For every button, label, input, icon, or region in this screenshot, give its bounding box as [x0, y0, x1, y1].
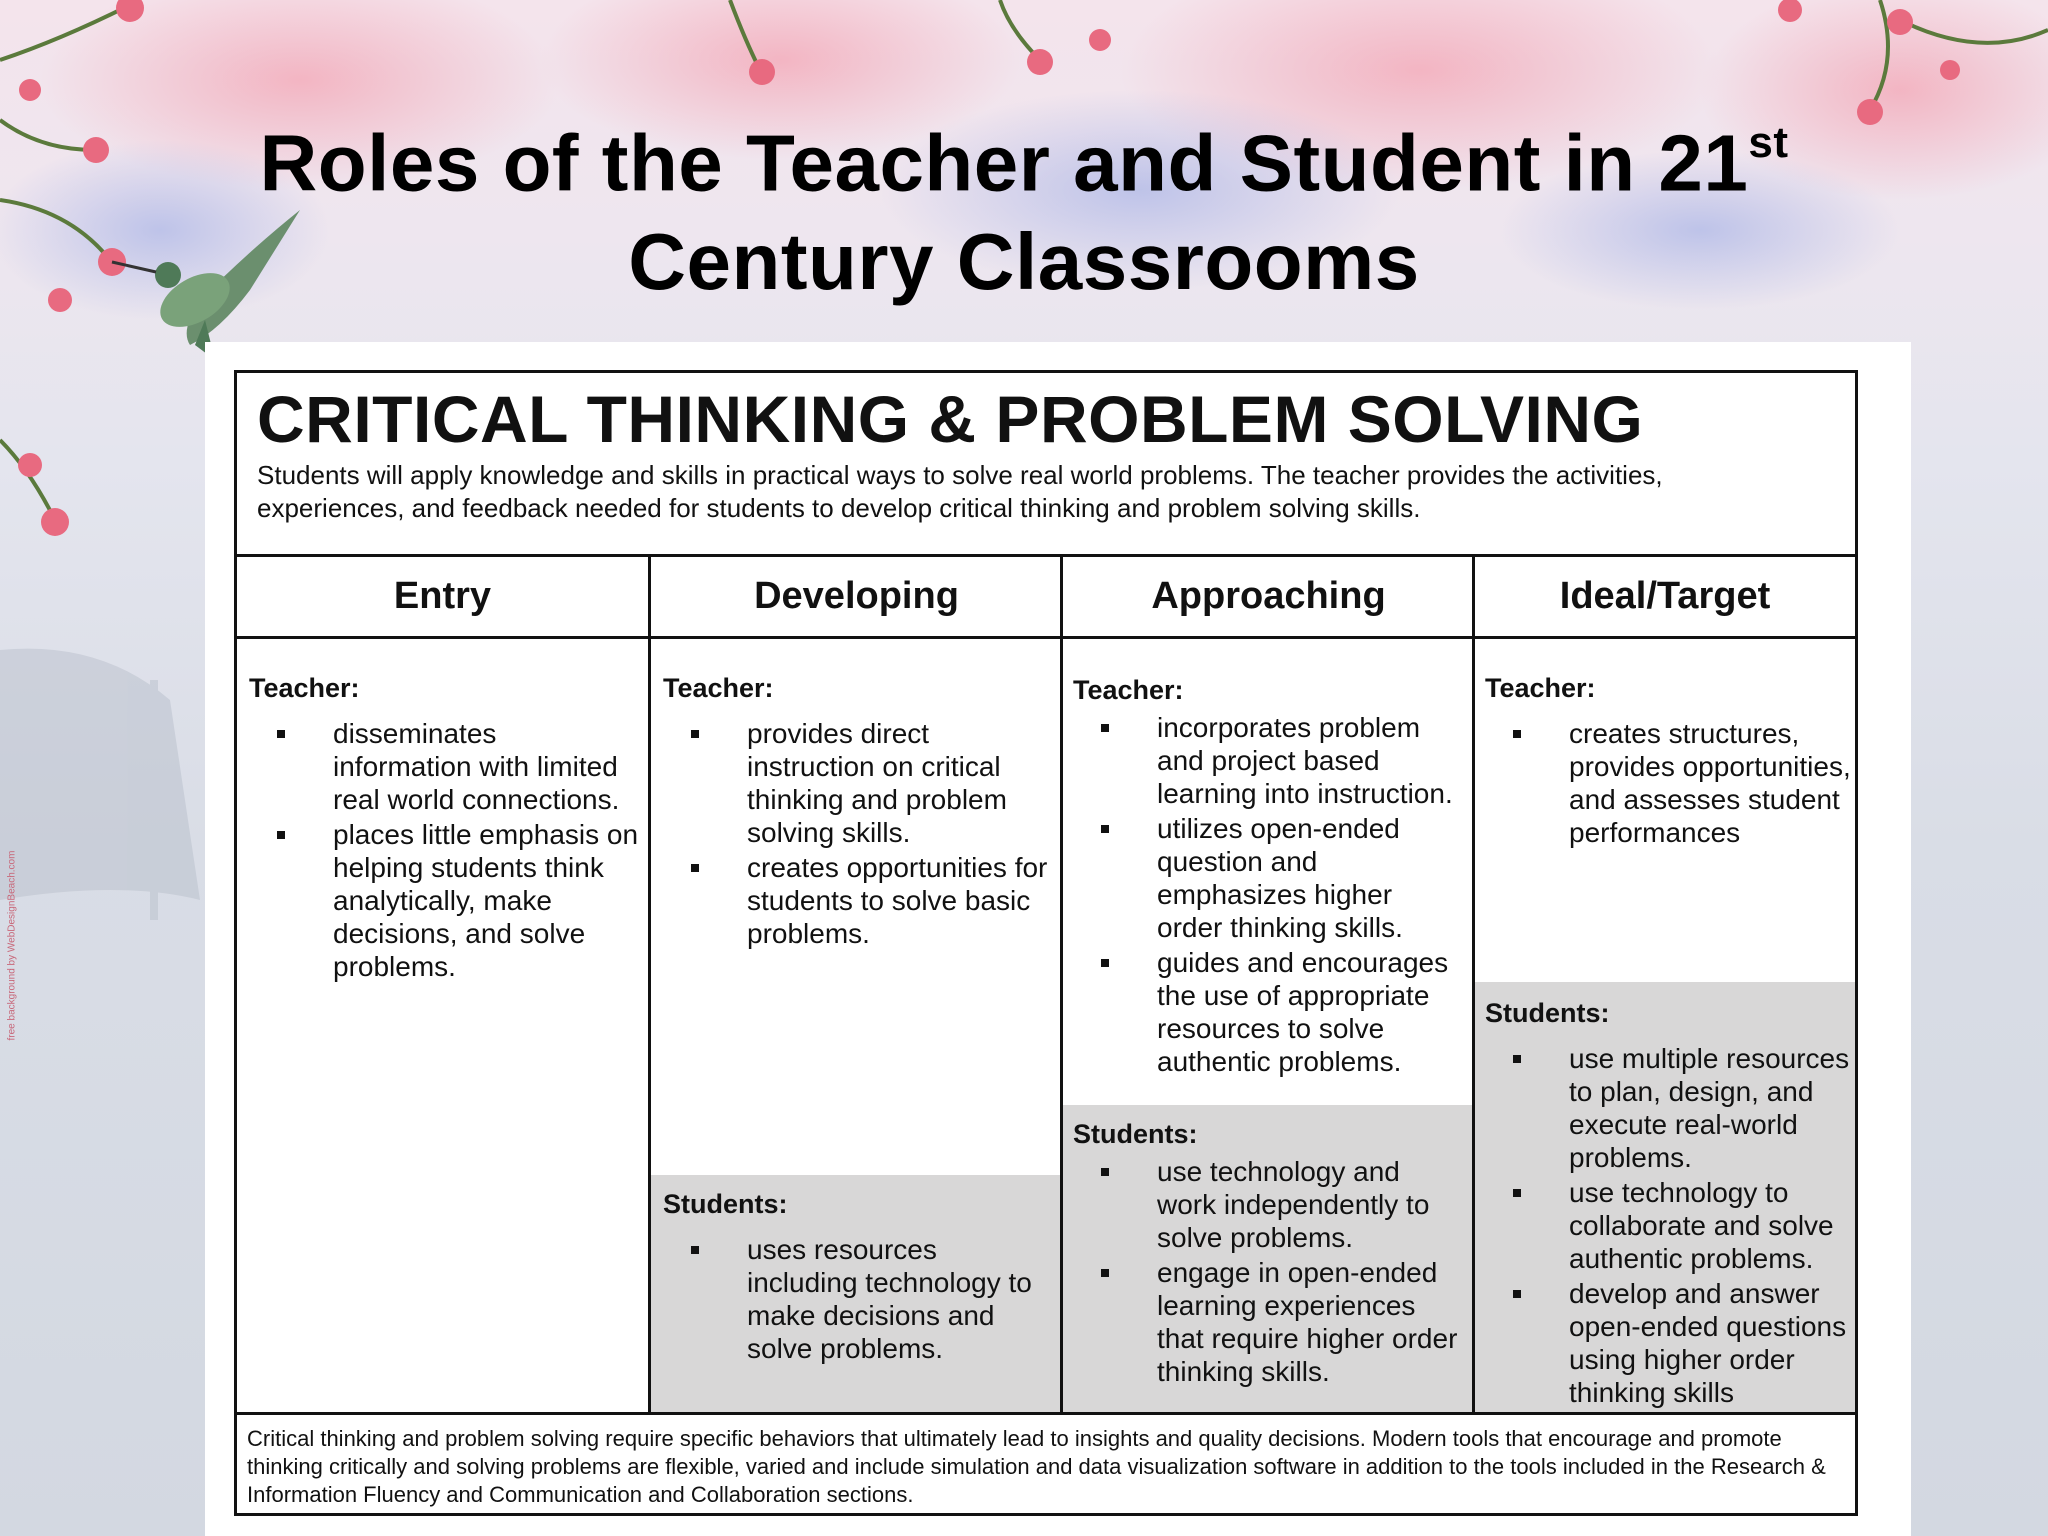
list-item: disseminates information with limited real world connections. — [249, 717, 639, 816]
list-item: use technology and work independently to solve problems. — [1073, 1155, 1465, 1254]
students-label: Students: — [1485, 998, 1610, 1028]
list-item: provides direct instruction on critical thinking and problem solving skills. — [663, 717, 1053, 849]
watermark: free background by WebDesignBeach.com — [6, 850, 18, 1041]
column-heading-developing: Developing — [754, 575, 959, 617]
rubric-frame — [234, 370, 1858, 1516]
teacher-label: Teacher: — [663, 673, 774, 703]
teacher-list — [663, 717, 1053, 952]
column-ideal-target — [1475, 639, 1855, 1412]
column-header-row — [237, 557, 1855, 639]
students-band — [651, 1175, 1060, 1412]
slide-title — [0, 100, 2048, 311]
rubric-title: CRITICAL THINKING & PROBLEM SOLVING — [257, 382, 1644, 456]
rubric-header — [237, 373, 1855, 557]
list-item: creates opportunities for students to solve basic problems. — [663, 851, 1053, 950]
rubric-footer — [237, 1412, 1855, 1513]
list-item: engage in open-ended learning experiences that require higher order thinking skills. — [1073, 1256, 1465, 1388]
slide-title-line-2: Century Classrooms — [628, 216, 1420, 306]
students-label: Students: — [663, 1189, 788, 1219]
list-item: places little emphasis on helping students think analytically, make decisions, and solve problems. — [249, 818, 639, 983]
students-list — [663, 1233, 1053, 1367]
column-approaching — [1063, 639, 1472, 1412]
students-band — [1475, 982, 1855, 1412]
column-heading-ideal-target: Ideal/Target — [1559, 575, 1771, 617]
students-band — [1063, 1105, 1472, 1412]
students-list — [1485, 1042, 1851, 1411]
rubric-description: Students will apply knowledge and skills in practical ways to solve real world problems. The teacher provides the activities, experiences, and feedback needed for students to develop critical thinking and problem solving skills. — [257, 460, 1663, 523]
teacher-label: Teacher: — [249, 673, 360, 703]
students-label: Students: — [1073, 1119, 1198, 1149]
slide-title-line-1: Roles of the Teacher and Student in 21st — [259, 118, 1789, 208]
teacher-label: Teacher: — [1485, 673, 1596, 703]
column-heading-entry: Entry — [393, 575, 492, 617]
list-item: incorporates problem and project based learning into instruction. — [1073, 711, 1465, 810]
teacher-list — [1485, 717, 1851, 851]
list-item: use multiple resources to plan, design, and execute real-world problems. — [1485, 1042, 1851, 1174]
students-list — [1073, 1155, 1465, 1390]
list-item: creates structures, provides opportunities, and assesses student performances — [1485, 717, 1851, 849]
teacher-list — [249, 717, 639, 985]
list-item: develop and answer open-ended questions using higher order thinking skills — [1485, 1277, 1851, 1409]
teacher-list — [1073, 711, 1465, 1080]
list-item: use technology to collaborate and solve authentic problems. — [1485, 1176, 1851, 1275]
column-developing — [651, 639, 1060, 1412]
rubric-card — [205, 342, 1911, 1536]
teacher-label: Teacher: — [1073, 675, 1184, 705]
list-item: uses resources including technology to make decisions and solve problems. — [663, 1233, 1053, 1365]
list-item: utilizes open-ended question and emphasizes higher order thinking skills. — [1073, 812, 1465, 944]
list-item: guides and encourages the use of appropriate resources to solve authentic problems. — [1073, 946, 1465, 1078]
column-heading-approaching: Approaching — [1151, 575, 1386, 617]
column-entry — [237, 639, 648, 1412]
rubric-footer-text: Critical thinking and problem solving require specific behaviors that ultimately lead to insights and quality decisions. Modern tools that encourage and promote thinking critically and solving problems are flexible, varied and include simulation and data visualization software in addition to the tools included in the Research & Information Fluency and Communication and Collaboration sections. — [247, 1426, 1826, 1507]
ordinal-suffix: st — [1748, 118, 1789, 167]
